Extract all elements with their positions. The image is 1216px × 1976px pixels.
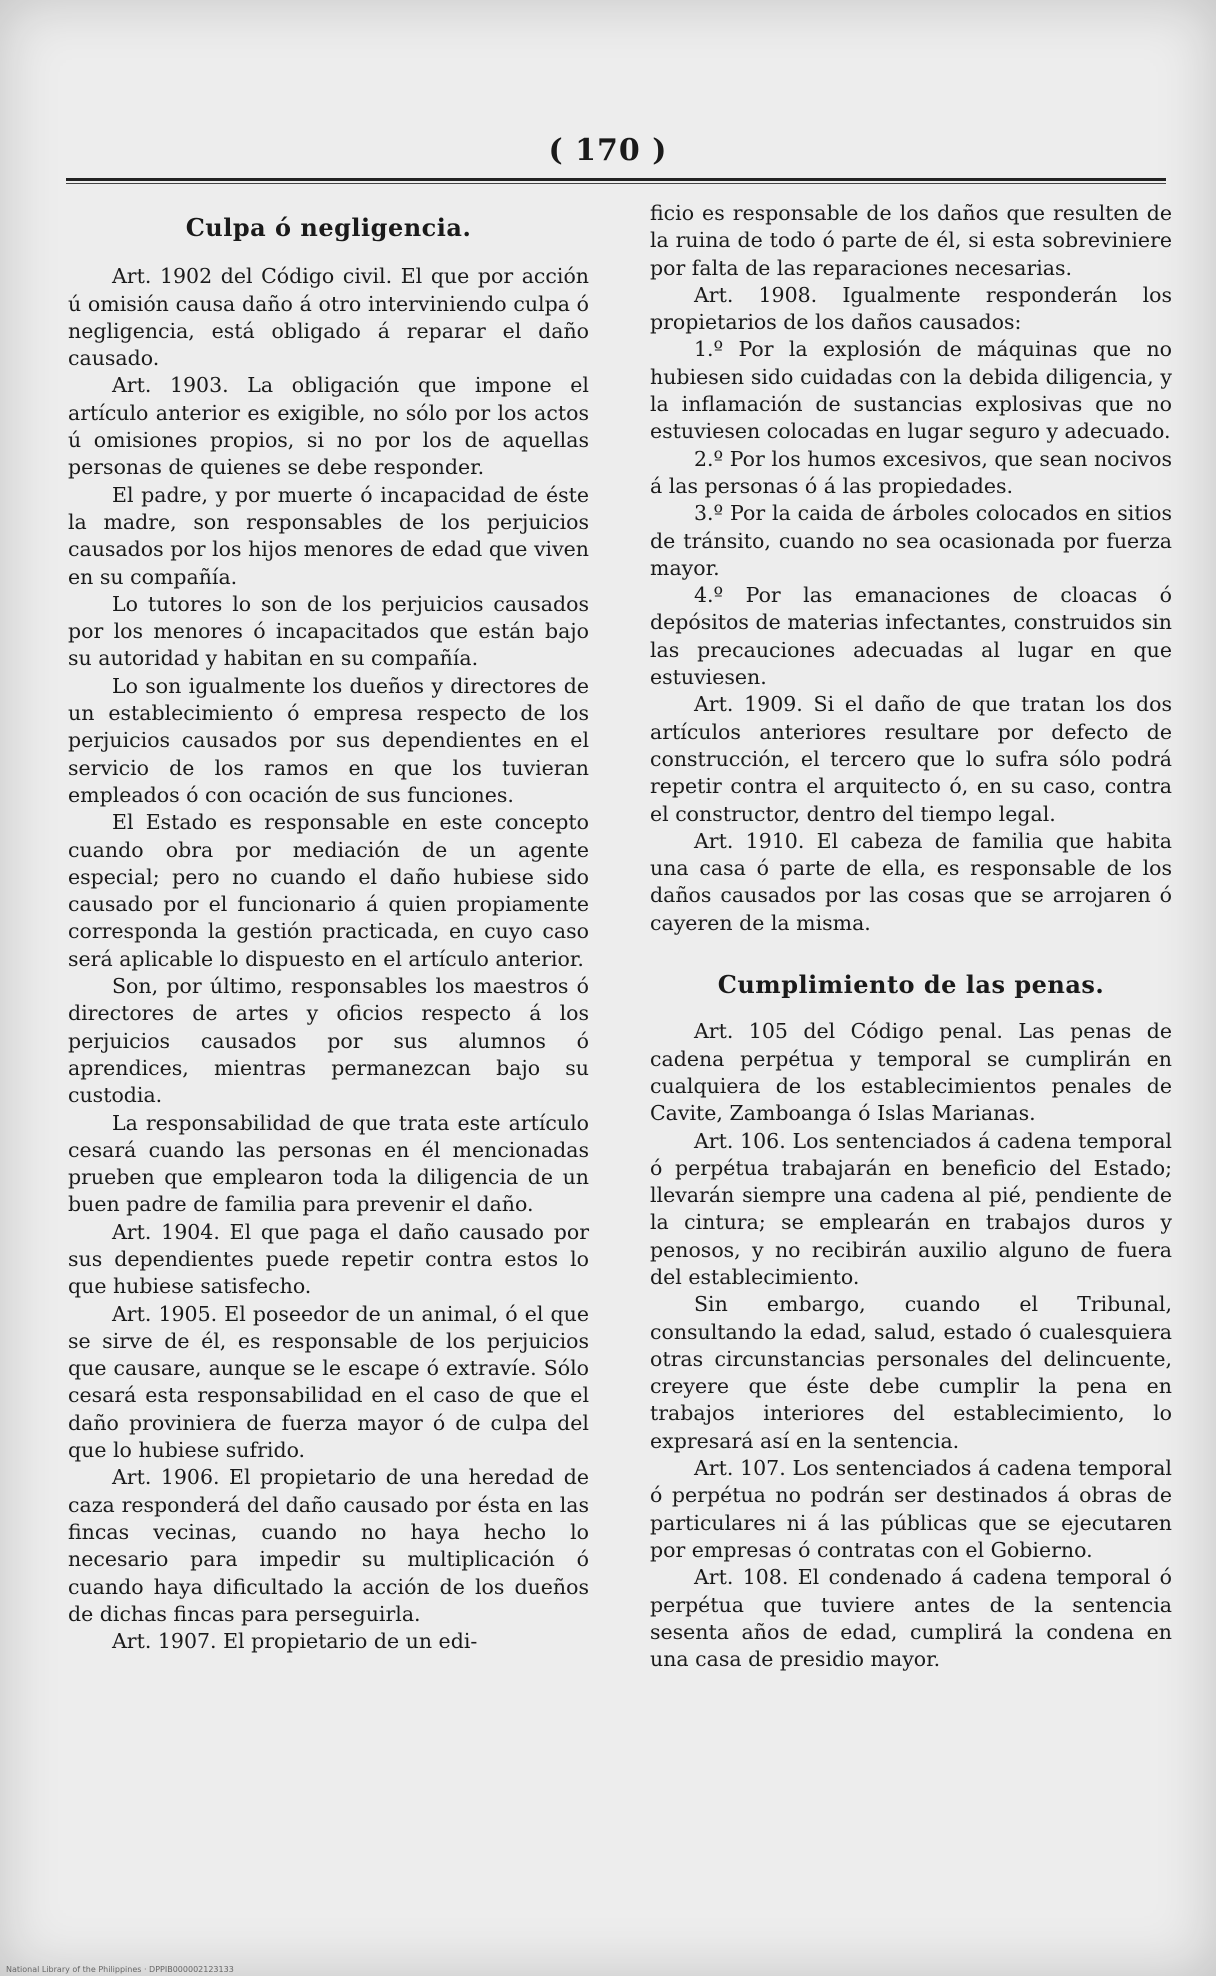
paragraph: El padre, y por muerte ó incapacidad de éste la madre, son responsables de los perjuicios causados por los hijos menores de edad que viven en su compañía. bbox=[68, 482, 589, 589]
paragraph: Art. 1904. El que paga el daño causado por sus dependientes puede repetir contra estos lo que hubiese satisfecho. bbox=[68, 1219, 589, 1299]
paragraph: Son, por último, responsables los maestros ó directores de artes y oficios respecto á los perjuicios causados por sus alumnos ó aprendices, mientras permanezcan bajo su custodia. bbox=[68, 974, 589, 1108]
header-rule bbox=[66, 178, 1166, 184]
left-column bbox=[68, 200, 589, 1655]
paragraph: Art. 1910. El cabeza de familia que habita una casa ó parte de ella, es responsable de los daños causados por las cosas que se arrojaren ó cayeren de la misma. bbox=[650, 828, 1172, 935]
paragraph: El Estado es responsable en este concepto cuando obra por mediación de un agente especial; pero no cuando el daño hubiese sido causado por el funcionario á quien propiamente corresponda la gestión practicada, en cuyo caso será aplicable lo dispuesto en el artículo anterior. bbox=[68, 810, 589, 971]
list-item: 1.º Por la explosión de máquinas que no hubiesen sido cuidadas con la debida diligencia, y la inflamación de sustancias explosivas que no estuviesen colocadas en lugar seguro y adecuado. bbox=[650, 337, 1172, 444]
list-item: 3.º Por la caida de árboles colocados en sitios de tránsito, cuando no sea ocasionada por fuerza mayor. bbox=[650, 501, 1172, 580]
paragraph-continuation: ficio es responsable de los daños que resulten de la ruina de todo ó parte de él, si esta sobreviniere por falta de las reparaciones necesarias. bbox=[650, 201, 1172, 280]
paragraph: Art. 105 del Código penal. Las penas de cadena perpétua y temporal se cumplirán en cualquiera de los establecimientos penales de Cavite, Zamboanga ó Islas Marianas. bbox=[650, 1019, 1172, 1126]
paragraph: Lo tutores lo son de los perjuicios causados por los menores ó incapacitados que están bajo su autoridad y habitan en su compañía. bbox=[68, 591, 589, 671]
page-number: ( 170 ) bbox=[548, 133, 668, 168]
paragraph: Art. 106. Los sentenciados á cadena temporal ó perpétua trabajarán en beneficio del Estado; llevarán siempre una cadena al pié, pendiente de la cintura; se emplearán en trabajos duros y penosos, y no recibirán auxilio alguno de fuera del establecimiento. bbox=[650, 1128, 1172, 1289]
footer-credit: National Library of the Philippines · DPPIB000002123133 bbox=[6, 1965, 234, 1974]
paragraph: Art. 1908. Igualmente responderán los propietarios de los daños causados: bbox=[650, 282, 1172, 335]
list-item: 2.º Por los humos excesivos, que sean nocivos á las personas ó á las propiedades. bbox=[650, 446, 1172, 498]
paragraph: Art. 1905. El poseedor de un animal, ó el que se sirve de él, es responsable de los perjuicios que causare, aunque se le escape ó extravíe. Sólo cesará esta responsabilidad en el caso de que el daño proviniera de fuerza mayor ó de culpa del que lo hubiese sufrido. bbox=[68, 1301, 589, 1463]
paragraph: Lo son igualmente los dueños y directores de un establecimiento ó empresa respecto de los perjuicios causados por sus dependientes en el servicio de los ramos en que los tuvieran empleados ó con ocación de sus funciones. bbox=[68, 673, 589, 807]
right-column bbox=[650, 200, 1172, 1673]
paragraph: Art. 1907. El propietario de un edi- bbox=[112, 1629, 478, 1654]
list-item: 4.º Por las emanaciones de cloacas ó depósitos de materias infectantes, construidos sin las precauciones adecuadas al lugar en que estuviesen. bbox=[650, 583, 1172, 690]
paragraph: Art. 1903. La obligación que impone el artículo anterior es exigible, no sólo por los actos ú omisiones propios, si no por los de aquellas personas de quienes se debe responder. bbox=[68, 373, 589, 480]
paragraph: Art. 1902 del Código civil. El que por acción ú omisión causa daño á otro interviniendo culpa ó negligencia, está obligado á reparar el daño causado. bbox=[68, 264, 589, 371]
paragraph: Sin embargo, cuando el Tribunal, consultando la edad, salud, estado ó cualesquiera otras circunstancias personales del delincuente, creyere que éste debe cumplir la pena en trabajos interiores del establecimiento, lo expresará así en la sentencia. bbox=[650, 1292, 1172, 1453]
paragraph: La responsabilidad de que trata este artículo cesará cuando las personas en él mencionadas prueben que emplearon toda la diligencia de un buen padre de familia para prevenir el daño. bbox=[68, 1110, 589, 1217]
section-heading-cumplimiento: Cumplimiento de las penas. bbox=[717, 970, 1105, 1000]
paragraph: Art. 1906. El propietario de una heredad de caza responderá del daño causado por ésta en las fincas vecinas, cuando no haya hecho lo necesario para impedir su multiplicación ó cuando haya dificultado la acción de los dueños de dichas fincas para perseguirla. bbox=[68, 1465, 589, 1626]
paragraph: Art. 1909. Si el daño de que tratan los dos artículos anteriores resultare por defecto de construcción, el tercero que lo sufra sólo podrá repetir contra el arquitecto ó, en su caso, contra el constructor, dentro del tiempo legal. bbox=[650, 692, 1172, 826]
section-heading-culpa: Culpa ó negligencia. bbox=[185, 213, 472, 242]
paragraph: Art. 108. El condenado á cadena temporal ó perpétua que tuviere antes de la sentencia sesenta años de edad, cumplirá la condena en una casa de presidio mayor. bbox=[650, 1565, 1172, 1672]
paragraph: Art. 107. Los sentenciados á cadena temporal ó perpétua no podrán ser destinados á obras de particulares ni á las públicas que se ejecutaren por empresas ó contratas con el Gobierno. bbox=[650, 1456, 1172, 1562]
